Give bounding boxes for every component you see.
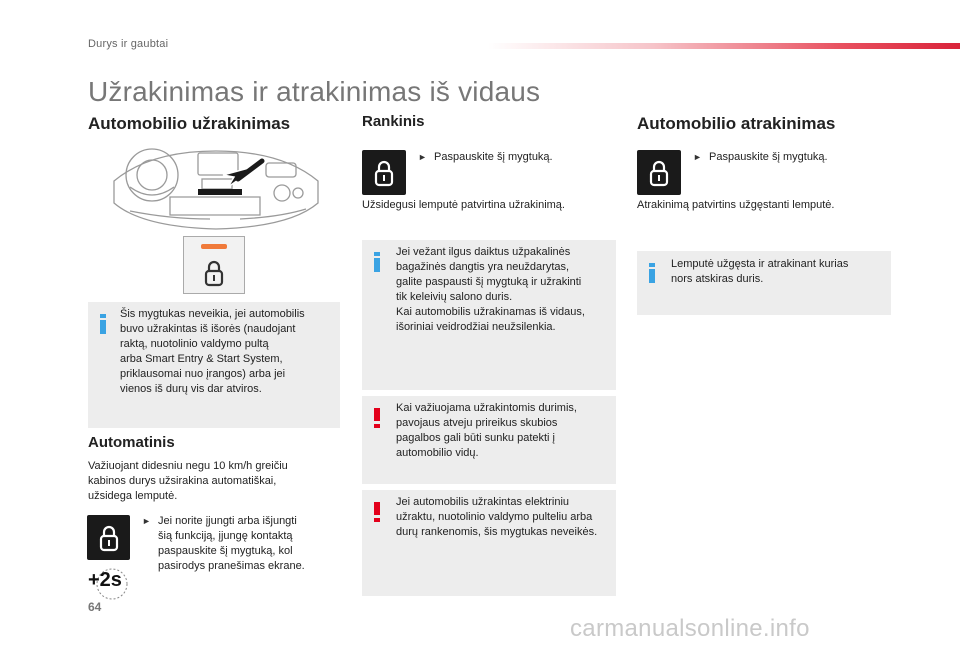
heading-unlocking: Automobilio atrakinimas [637, 114, 836, 133]
warning-badge-icon [370, 502, 384, 522]
info-badge-icon [645, 263, 659, 283]
note-line: tik keleivių salono duris. [396, 291, 513, 303]
padlock-icon [374, 159, 394, 187]
note-line: išoriniai veidrodžiai neužsilenkia. [396, 321, 556, 333]
info-note-left [88, 302, 340, 428]
central-lock-button[interactable] [87, 515, 130, 560]
note-line: arba Smart Entry & Start System, [120, 353, 283, 365]
note-line: buvo užrakintas iš išorės (naudojant [120, 323, 296, 335]
page-number: 64 [88, 600, 102, 614]
timer-icon: +2s [86, 566, 128, 602]
warning-note-1 [362, 396, 616, 484]
note-line: Kai automobilis užrakinamas iš vidaus, [396, 306, 585, 318]
padlock-icon [204, 259, 224, 287]
heading-manual: Rankinis [362, 113, 425, 130]
info-note-right [637, 251, 891, 315]
padlock-icon [649, 159, 669, 187]
text-line: kabinos durys užsirakina automatiškai, [88, 475, 277, 487]
triangle-bullet-icon: ► [418, 152, 427, 162]
watermark: carmanualsonline.info [570, 615, 810, 642]
indicator-lamp [201, 244, 227, 249]
unlock-button[interactable] [637, 150, 681, 195]
info-note-middle [362, 240, 616, 390]
section-title: Durys ir gaubtai [88, 38, 169, 50]
heading-automatic: Automatinis [88, 434, 175, 451]
warning-badge-icon [370, 408, 384, 428]
note-line: durų rankenomis, šis mygtukas neveikės. [396, 526, 598, 538]
note-line: pavojaus atveju prireikus skubios [396, 417, 558, 429]
manual-lock-button[interactable] [362, 150, 406, 195]
note-line: automobilio vidų. [396, 447, 479, 459]
manual-instruction: ► Paspauskite šį mygtuką. [418, 151, 553, 163]
header-gradient-bar [488, 43, 960, 49]
triangle-bullet-icon: ► [142, 516, 151, 526]
dashboard-illustration [110, 145, 322, 235]
padlock-icon [99, 524, 119, 552]
unlock-instruction: ► Paspauskite šį mygtuką. [693, 151, 828, 163]
triangle-bullet-icon: ► [693, 152, 702, 162]
note-line: nors atskiras duris. [671, 273, 764, 285]
text-line: Važiuojant didesniu negu 10 km/h greičiu [88, 460, 288, 472]
note-line: pagalbos gali būti sunku patekti į [396, 432, 555, 444]
manual-confirmation: Užsidegusi lemputė patvirtina užrakinimą. [362, 199, 565, 211]
unlock-confirmation: Atrakinimą patvirtins užgęstanti lemputė. [637, 199, 835, 211]
note-line: užraktu, nuotolinio valdymo pulteliu arba [396, 511, 593, 523]
note-line: Šis mygtukas neveikia, jei automobilis [120, 308, 305, 320]
note-line: raktą, nuotolinio valdymo pultą [120, 338, 269, 350]
note-line: galite paspausti šį mygtuką ir užrakinti [396, 276, 582, 288]
note-line: Jei automobilis užrakintas elektriniu [396, 496, 570, 508]
note-line: Lemputė užgęsta ir atrakinant kurias [671, 258, 849, 270]
info-badge-icon [96, 314, 110, 334]
automatic-instruction: ► Jei norite įjungti arba išjungti šią funkciją, įjungę kontaktą paspauskite šį mygtuką, kol pasirodys pranešimas ekrane. [142, 515, 305, 572]
heading-locking: Automobilio užrakinimas [88, 114, 291, 133]
note-line: priklausomai nuo įrangos) arba jei [120, 368, 286, 380]
note-line: Kai važiuojama užrakintomis durimis, [396, 402, 577, 414]
info-badge-icon [370, 252, 384, 272]
page-title: Užrakinimas ir atrakinimas iš vidaus [88, 76, 541, 107]
note-line: Jei vežant ilgus daiktus užpakalinės [396, 246, 571, 258]
automatic-description [88, 459, 288, 504]
warning-note-2 [362, 490, 616, 596]
note-line: bagažinės dangtis yra neuždarytas, [396, 261, 570, 273]
note-line: vienos iš durų vis dar atviros. [120, 383, 262, 395]
lock-panel-illustration [183, 236, 245, 294]
text-line: užsidega lemputė. [88, 490, 178, 502]
